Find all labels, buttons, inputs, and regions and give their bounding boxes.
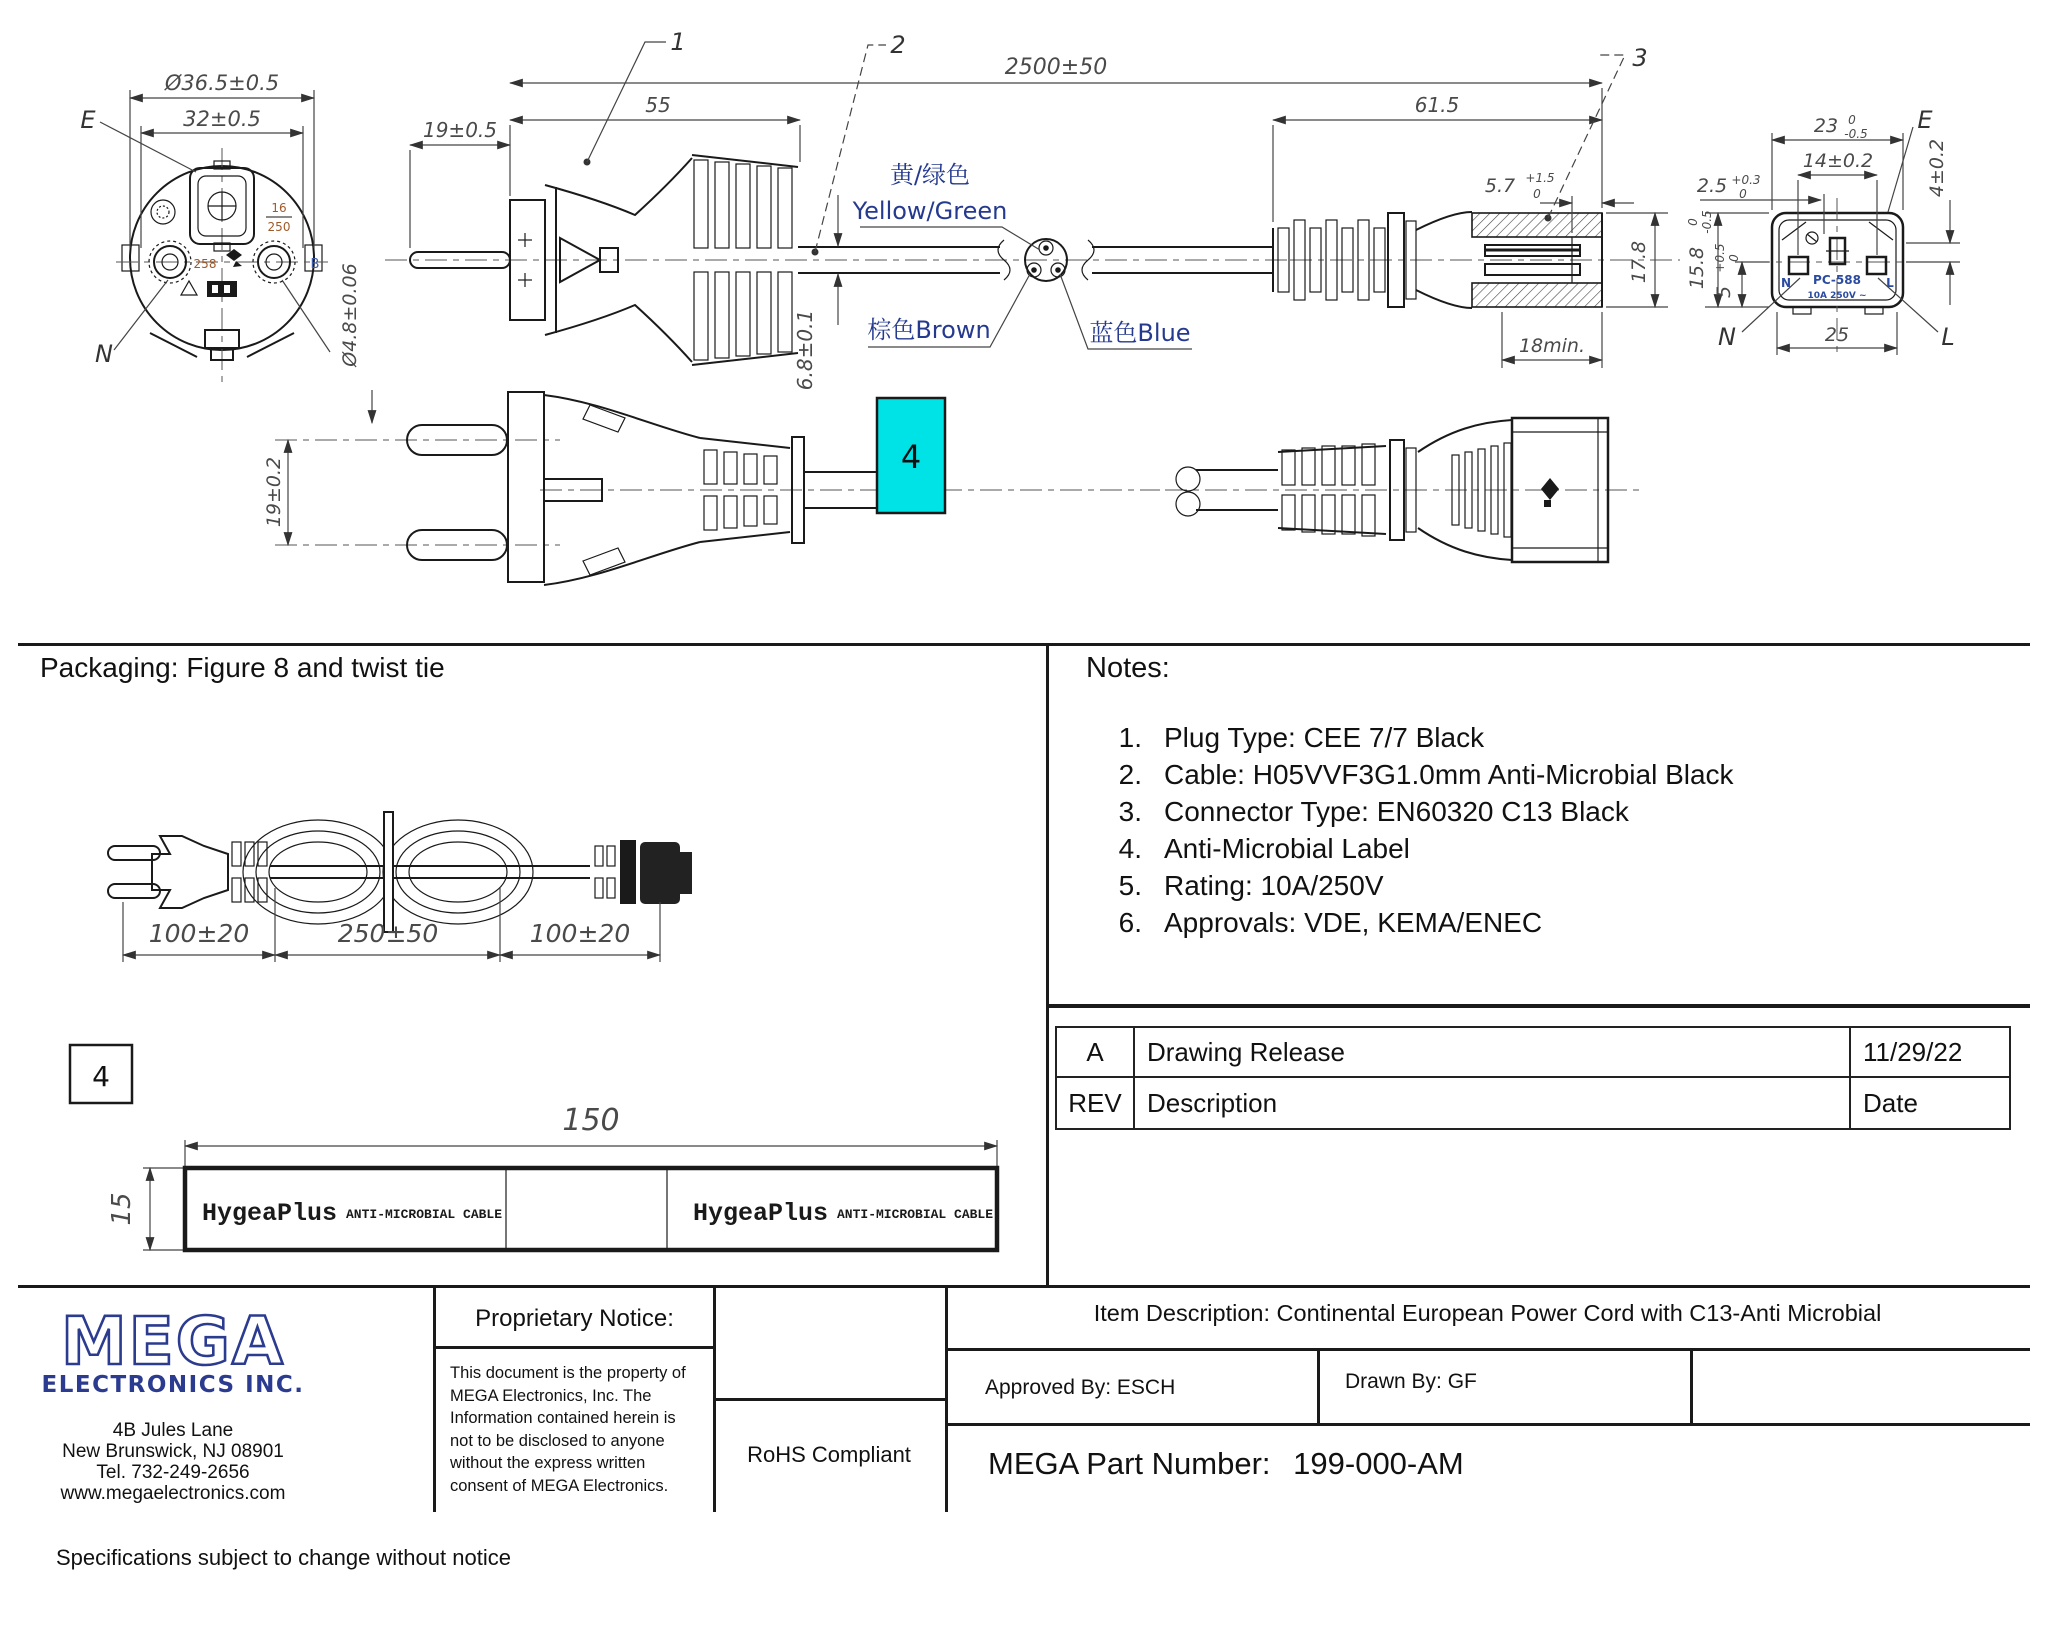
label-c13-line: L xyxy=(1941,323,1955,351)
dim-c13-depth xyxy=(1502,312,1602,368)
item-description: Item Description: Continental European Power Cord with C13-Anti Microbial xyxy=(1093,1300,1882,1326)
svg-text:2: 2 xyxy=(890,31,906,59)
packaging-coil xyxy=(243,812,590,932)
dim-cable-diameter xyxy=(793,195,838,390)
label-brand-left: HygeaPlus xyxy=(202,1199,338,1228)
dim-c13-earth-offset xyxy=(1906,139,1960,305)
rohs-compliant-label: RoHS Compliant xyxy=(747,1442,911,1467)
svg-text:+0.3: +0.3 xyxy=(1731,173,1761,187)
svg-text:17.8: 17.8 xyxy=(1628,240,1650,284)
c13-marking-model: PC-588 xyxy=(1813,273,1861,287)
dim-coil: 250±50 xyxy=(337,919,439,948)
svg-text:5: 5 xyxy=(1713,285,1735,299)
revision-date-header: Date xyxy=(1863,1087,1918,1118)
address-line-3: Tel. 732-249-2656 xyxy=(96,1462,250,1483)
knurl-mark xyxy=(151,200,175,224)
approval-markings xyxy=(181,201,319,297)
part-number-value: 199-000-AM xyxy=(1293,1446,1464,1481)
svg-text:4±0.2: 4±0.2 xyxy=(1926,138,1948,198)
svg-text:4: 4 xyxy=(92,1060,110,1093)
svg-text:-0.5: -0.5 xyxy=(1700,210,1714,234)
dim-cord-length xyxy=(510,55,1602,208)
c13-logo-mark-icon xyxy=(1541,478,1559,507)
svg-text:2.5: 2.5 xyxy=(1696,175,1728,197)
svg-text:3: 3 xyxy=(1632,44,1648,72)
wire-labels xyxy=(852,161,1192,349)
svg-text:32±0.5: 32±0.5 xyxy=(183,107,261,131)
revision-table xyxy=(1055,1026,2011,1130)
address-line-4: www.megaelectronics.com xyxy=(60,1483,286,1504)
label-neutral: N xyxy=(95,340,113,368)
address-line-2: New Brunswick, NJ 08901 xyxy=(62,1441,284,1462)
svg-text:0: 0 xyxy=(1739,187,1747,201)
svg-text:0: 0 xyxy=(1533,187,1541,201)
wire-brown: 棕色Brown xyxy=(867,316,991,344)
vde-mark-icon xyxy=(226,249,242,267)
dim-c13-pin-height xyxy=(1713,243,1769,307)
dim-pin-length xyxy=(410,118,510,248)
c13-marking-l: L xyxy=(1886,276,1894,290)
c13-side-view xyxy=(1273,44,1680,368)
label-earth: E xyxy=(80,106,96,134)
svg-text:+0.5: +0.5 xyxy=(1713,243,1727,273)
dim-c13-pin-width xyxy=(1697,173,1824,234)
enec-mark-icon xyxy=(207,281,237,297)
svg-text:19±0.5: 19±0.5 xyxy=(422,118,498,142)
marking-16: 16 xyxy=(271,201,287,215)
dim-body-length xyxy=(510,93,800,162)
logo-subtext: ELECTRONICS INC. xyxy=(41,1372,305,1398)
callout-3 xyxy=(1545,44,1648,222)
c13-marking-n: N xyxy=(1780,276,1792,290)
divider-horizontal-main xyxy=(18,643,2030,646)
c13-neutral-slot xyxy=(1789,257,1808,274)
svg-text:-0.5: -0.5 xyxy=(1844,127,1868,141)
svg-text:25: 25 xyxy=(1824,324,1850,346)
wire-yellow-green-en: Yellow/Green xyxy=(852,197,1008,225)
c13-marking-rating: 10A 250V ~ xyxy=(1807,291,1867,301)
svg-text:0: 0 xyxy=(1848,113,1856,127)
divider-notes-bottom xyxy=(1046,1004,2030,1008)
marking-b: B xyxy=(310,257,320,272)
svg-text:Ø4.8±0.06: Ø4.8±0.06 xyxy=(339,263,361,367)
svg-text:55: 55 xyxy=(645,93,671,117)
dim-lead-left: 100±20 xyxy=(148,919,250,948)
note-item: 1. Plug Type: CEE 7/7 Black xyxy=(1118,722,1485,753)
packaging-drawing xyxy=(30,790,1030,1270)
dim-lead-right: 100±20 xyxy=(529,919,631,948)
label-brand-right: HygeaPlus xyxy=(693,1199,829,1228)
divider-vertical-packaging-notes xyxy=(1046,643,1049,1288)
label-callout-box xyxy=(70,1045,132,1103)
packaging-title: Packaging: Figure 8 and twist tie xyxy=(40,652,445,683)
svg-text:23: 23 xyxy=(1813,115,1839,137)
dim-label-length: 150 xyxy=(562,1103,620,1138)
logo-text: MEGA xyxy=(60,1303,286,1380)
svg-text:Ø36.5±0.5: Ø36.5±0.5 xyxy=(164,71,280,95)
address-line-1: 4B Jules Lane xyxy=(112,1420,234,1441)
label-drawing xyxy=(107,1103,997,1250)
svg-text:61.5: 61.5 xyxy=(1414,93,1460,117)
label-c13-earth: E xyxy=(1917,106,1933,134)
company-address xyxy=(28,1420,318,1504)
notes-list xyxy=(1090,722,1990,944)
plug-side-view xyxy=(385,28,1602,390)
svg-text:0: 0 xyxy=(1727,254,1741,262)
packaging-connector xyxy=(595,840,692,904)
label-c13-neutral: N xyxy=(1718,323,1736,351)
company-logo xyxy=(23,1298,323,1398)
wire-blue: 蓝色Blue xyxy=(1089,319,1191,347)
note-item: 2. Cable: H05VVF3G1.0mm Anti-Microbial Black xyxy=(1118,759,1734,790)
svg-text:5.7: 5.7 xyxy=(1484,175,1516,197)
dim-label-height: 15 xyxy=(107,1192,137,1226)
dim-pin-diameter xyxy=(339,263,372,423)
c13-face-view xyxy=(1686,106,1960,355)
notes-title: Notes: xyxy=(1086,652,1170,684)
part-number-label: MEGA Part Number: xyxy=(988,1446,1271,1481)
technical-drawing-views xyxy=(0,0,2048,645)
revision-date: 11/29/22 xyxy=(1863,1036,1963,1067)
revision-description-header: Description xyxy=(1135,1078,1851,1128)
marking-250: 250 xyxy=(267,220,291,234)
note-item: 3. Connector Type: EN60320 C13 Black xyxy=(1118,796,1629,827)
callout-4: 4 xyxy=(900,438,922,476)
anti-microbial-label-highlight xyxy=(877,398,945,513)
svg-text:6.8±0.1: 6.8±0.1 xyxy=(793,309,817,391)
label-caption-right: ANTI-MICROBIAL CABLE xyxy=(837,1207,994,1222)
note-item: 4. Anti-Microbial Label xyxy=(1118,833,1410,864)
note-item: 6. Approvals: VDE, KEMA/ENEC xyxy=(1118,907,1543,938)
part-number-row xyxy=(988,1446,1464,1482)
dim-pin-spacing xyxy=(263,440,288,545)
twist-tie xyxy=(384,812,393,932)
svg-text:1: 1 xyxy=(670,28,686,56)
revision-row xyxy=(1057,1028,2009,1078)
revision-header-row xyxy=(1057,1078,2009,1128)
svg-text:+1.5: +1.5 xyxy=(1525,171,1555,185)
proprietary-notice-body: This document is the property of MEGA Electronics, Inc. The Information contained herein is not to be disclosed to anyone without the express written consent of MEGA Electronics. xyxy=(450,1364,686,1495)
svg-text:0: 0 xyxy=(1686,218,1700,226)
marking-258: 258 xyxy=(193,257,217,271)
c13-top-view xyxy=(1165,418,1640,562)
wire-yellow-green-cn: 黄/绿色 xyxy=(889,161,971,189)
plug-face-view xyxy=(80,71,330,382)
svg-text:15.8: 15.8 xyxy=(1686,246,1708,290)
plug-bottom-view xyxy=(263,263,1160,585)
proprietary-notice-title: Proprietary Notice: xyxy=(475,1305,674,1332)
svg-text:14±0.2: 14±0.2 xyxy=(1802,150,1874,172)
kema-triangle-icon xyxy=(181,281,197,295)
revision-rev-header: REV xyxy=(1057,1078,1135,1128)
revision-rev: A xyxy=(1057,1028,1135,1076)
label-caption-left: ANTI-MICROBIAL CABLE xyxy=(346,1207,503,1222)
title-block-top-border xyxy=(18,1285,2030,1288)
svg-text:19±0.2: 19±0.2 xyxy=(263,456,285,528)
revision-description: Drawing Release xyxy=(1135,1028,1851,1076)
drawn-by: Drawn By: GF xyxy=(1345,1370,1477,1393)
svg-text:2500±50: 2500±50 xyxy=(1004,55,1108,80)
approved-by: Approved By: ESCH xyxy=(985,1376,1176,1399)
footer-disclaimer: Specifications subject to change without notice xyxy=(56,1545,511,1570)
c13-line-slot xyxy=(1867,257,1886,274)
svg-text:18min.: 18min. xyxy=(1518,335,1586,357)
note-item: 5. Rating: 10A/250V xyxy=(1118,870,1384,901)
